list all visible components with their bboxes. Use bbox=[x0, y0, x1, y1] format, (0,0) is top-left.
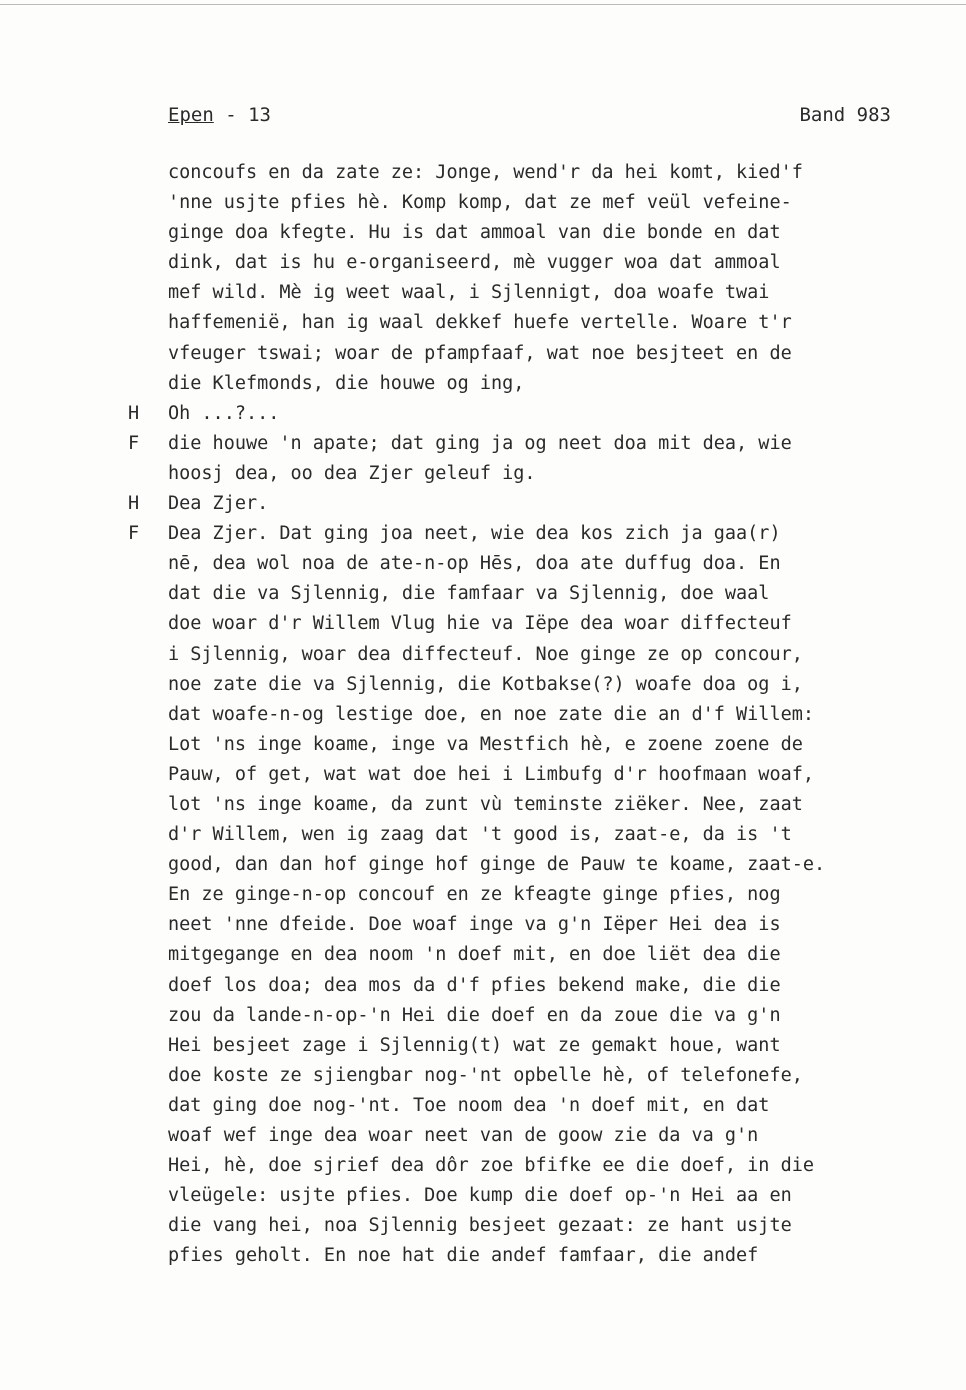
page-number: - 13 bbox=[225, 104, 271, 126]
header-left bbox=[168, 104, 271, 126]
transcript-line bbox=[100, 162, 900, 192]
transcript-line bbox=[100, 1035, 900, 1065]
page-header bbox=[168, 104, 891, 132]
speaker-label: F bbox=[128, 523, 140, 545]
transcript-line bbox=[100, 764, 900, 794]
transcript-line bbox=[100, 914, 900, 944]
transcript-line bbox=[100, 1155, 900, 1185]
transcript-line bbox=[100, 583, 900, 613]
speaker-label: H bbox=[128, 493, 140, 515]
line-text: doe woar d'r Willem Vlug hie va Iëpe dea woar diffecteuf bbox=[168, 613, 792, 635]
transcript-line bbox=[100, 1005, 900, 1035]
transcript-line bbox=[100, 975, 900, 1005]
transcript-line bbox=[100, 674, 900, 704]
line-text: dat woafe-n-og lestige doe, en noe zate die an d'f Willem: bbox=[168, 703, 815, 725]
line-text: Lot 'ns inge koame, inge va Mestfich hè, e zoene zoene de bbox=[168, 733, 803, 755]
transcript-line bbox=[100, 463, 900, 493]
transcript-line bbox=[100, 403, 900, 433]
transcript-line bbox=[100, 1215, 900, 1245]
transcript-line bbox=[100, 613, 900, 643]
line-text: ginge doa kfegte. Hu is dat ammoal van die bonde en dat bbox=[168, 222, 781, 244]
line-text: mef wild. Mè ig weet waal, i Sjlennigt, doa woafe twai bbox=[168, 282, 770, 304]
line-text: pfies geholt. En noe hat die andef famfaar, die andef bbox=[168, 1245, 759, 1267]
line-text: Pauw, of get, wat wat doe hei i Limbufg d'r hoofmaan woaf, bbox=[168, 763, 815, 785]
document-title: Epen bbox=[168, 104, 214, 126]
line-text: concoufs en da zate ze: Jonge, wend'r da hei komt, kied'f bbox=[168, 162, 803, 183]
line-text: vfeuger tswai; woar de pfampfaaf, wat noe besjteet en de bbox=[168, 342, 792, 364]
line-text: 'nne usjte pfies hè. Komp komp, dat ze mef veül vefeine- bbox=[168, 192, 792, 214]
transcript-body bbox=[100, 162, 900, 1275]
line-text: lot 'ns inge koame, da zunt vù teminste ziëker. Nee, zaat bbox=[168, 793, 803, 815]
line-text: Hei, hè, doe sjrief dea dôr zoe bfifke ee die doef, in die bbox=[168, 1155, 815, 1177]
transcript-line bbox=[100, 312, 900, 342]
transcript-line bbox=[100, 734, 900, 764]
transcript-line bbox=[100, 553, 900, 583]
line-text: die vang hei, noa Sjlennig besjeet gezaat: ze hant usjte bbox=[168, 1215, 792, 1237]
line-text: die Klefmonds, die houwe og ing, bbox=[168, 372, 525, 394]
line-text: dink, dat is hu e-organiseerd, mè vugger woa dat ammoal bbox=[168, 252, 781, 274]
line-text: neet 'nne dfeide. Doe woaf inge va g'n Iëper Hei dea is bbox=[168, 914, 781, 936]
transcript-line bbox=[100, 884, 900, 914]
transcript-line bbox=[100, 854, 900, 884]
transcript-line bbox=[100, 252, 900, 282]
transcript-line bbox=[100, 1065, 900, 1095]
transcript-line bbox=[100, 824, 900, 854]
line-text: Dea Zjer. Dat ging joa neet, wie dea kos zich ja gaa(r) bbox=[168, 523, 781, 545]
line-text: En ze ginge-n-op concouf en ze kfeagte ginge pfies, nog bbox=[168, 884, 781, 906]
line-text: nē, dea wol noa de ate-n-op Hēs, doa ate duffug doa. En bbox=[168, 553, 781, 575]
line-text: dat die va Sjlennig, die famfaar va Sjlennig, doe waal bbox=[168, 583, 770, 605]
line-text: zou da lande-n-op-'n Hei die doef en da zoue die va g'n bbox=[168, 1004, 781, 1026]
transcript-line bbox=[100, 192, 900, 222]
transcript-line bbox=[100, 794, 900, 824]
line-text: Hei besjeet zage i Sjlennig(t) wat ze gemakt houe, want bbox=[168, 1034, 781, 1056]
transcript-line bbox=[100, 1095, 900, 1125]
line-text: noe zate die va Sjlennig, die Kotbakse(?) woafe doa og i, bbox=[168, 673, 803, 695]
line-text: mitgegange en dea noom 'n doef mit, en doe liët dea die bbox=[168, 944, 781, 966]
line-text: haffemenië, han ig waal dekkef huefe vertelle. Woare t'r bbox=[168, 312, 792, 334]
transcript-line bbox=[100, 944, 900, 974]
line-text: hoosj dea, oo dea Zjer geleuf ig. bbox=[168, 462, 536, 484]
line-text: die houwe 'n apate; dat ging ja og neet doa mit dea, wie bbox=[168, 432, 792, 454]
band-label: Band 983 bbox=[799, 104, 891, 126]
line-text: vleügele: usjte pfies. Doe kump die doef op-'n Hei aa en bbox=[168, 1185, 792, 1207]
line-text: Oh ...?... bbox=[168, 402, 280, 424]
line-text: doef los doa; dea mos da d'f pfies bekend make, die die bbox=[168, 974, 781, 996]
transcript-line bbox=[100, 493, 900, 523]
transcript-line bbox=[100, 1185, 900, 1215]
transcript-line bbox=[100, 1245, 900, 1275]
transcript-line bbox=[100, 282, 900, 312]
transcript-line bbox=[100, 433, 900, 463]
line-text: woaf wef inge dea woar neet van de goow zie da va g'n bbox=[168, 1125, 759, 1146]
transcript-line bbox=[100, 523, 900, 553]
transcript-line bbox=[100, 343, 900, 373]
transcript-line bbox=[100, 704, 900, 734]
transcript-line bbox=[100, 222, 900, 252]
line-text: doe koste ze sjiengbar nog-'nt opbelle hè, of telefonefe, bbox=[168, 1064, 803, 1086]
line-text: Dea Zjer. bbox=[168, 493, 269, 515]
speaker-label: F bbox=[128, 432, 140, 454]
transcript-line bbox=[100, 373, 900, 403]
line-text: i Sjlennig, woar dea diffecteuf. Noe ginge ze op concour, bbox=[168, 643, 803, 665]
top-rule bbox=[0, 4, 966, 6]
line-text: good, dan dan hof ginge hof ginge de Pauw te koame, zaat-e. bbox=[168, 854, 826, 876]
line-text: d'r Willem, wen ig zaag dat 't good is, zaat-e, da is 't bbox=[168, 824, 792, 846]
speaker-label: H bbox=[128, 402, 140, 424]
transcript-line bbox=[100, 1125, 900, 1155]
line-text: dat ging doe nog-'nt. Toe noom dea 'n doef mit, en dat bbox=[168, 1094, 770, 1116]
transcript-line bbox=[100, 644, 900, 674]
